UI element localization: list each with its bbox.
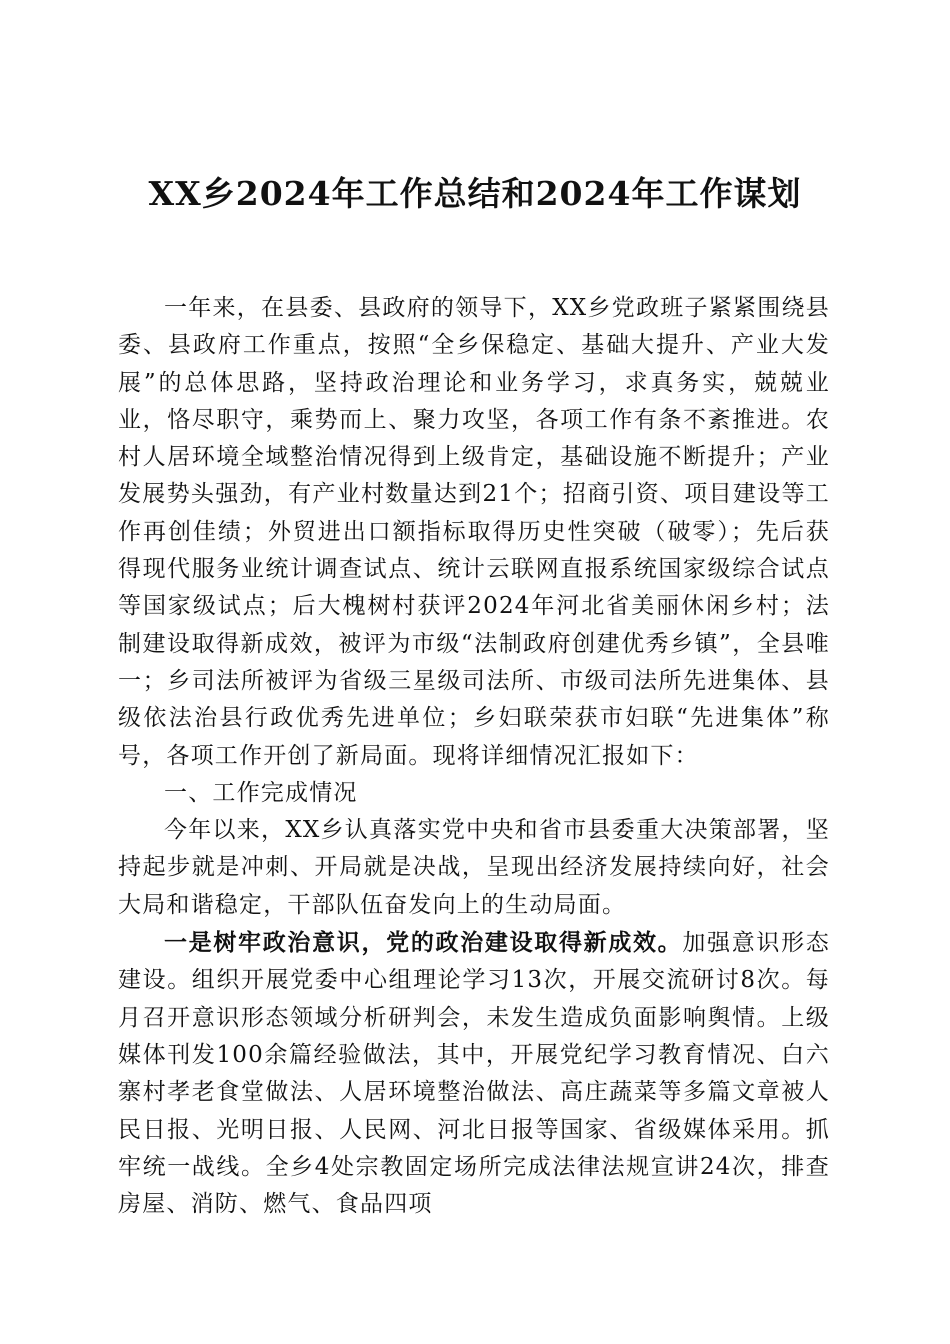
point-one-body: 加强意识形态建设。组织开展党委中心组理论学习13次，开展交流研讨8次。每月召开意识形态领域分析研判会，未发生造成负面影响舆情。上级媒体刊发100余篇经验做法，其中，开展党纪学习教育情况、白六寨村孝老食堂做法、人居环境整治做法、高庄蔬菜等多篇文章被人民日报、光明日报、人民网、河北日报等国家、省级媒体采用。抓牢统一战线。全乡4处宗教固定场所完成法律法规宣讲24次，排查房屋、消防、燃气、食品四项: [118, 930, 830, 1218]
section-heading: 一、工作完成情况: [164, 779, 358, 806]
document-title: XX乡2024年工作总结和2024年工作谋划: [148, 174, 802, 213]
point-one-paragraph: [118, 924, 830, 1223]
point-one-lead: 一是树牢政治意识，党的政治建设取得新成效。: [164, 929, 683, 957]
overview-paragraph: 今年以来，XX乡认真落实党中央和省市县委重大决策部署，坚持起步就是冲刺、开局就是决战，呈现出经济发展持续向好，社会大局和谐稳定，干部队伍奋发向上的生动局面。: [118, 817, 830, 918]
intro-paragraph: 一年来，在县委、县政府的领导下，XX乡党政班子紧紧围绕县委、县政府工作重点，按照“全乡保稳定、基础大提升、产业大发展”的总体思路，坚持政治理论和业务学习，求真务实，兢兢业业，恪尽职守，乘势而上、聚力攻坚，各项工作有条不紊推进。农村人居环境全域整治情况得到上级肯定，基础设施不断提升；产业发展势头强劲，有产业村数量达到21个；招商引资、项目建设等工作再创佳绩；外贸进出口额指标取得历史性突破（破零）；先后获得现代服务业统计调查试点、统计云联网直报系统国家级综合试点等国家级试点；后大槐树村获评2024年河北省美丽休闲乡村；法制建设取得新成效，被评为市级“法制政府创建优秀乡镇”，全县唯一；乡司法所被评为省级三星级司法所、市级司法所先进集体、县级依法治县行政优秀先进单位；乡妇联荣获市妇联“先进集体”称号，各项工作开创了新局面。现将详细情况汇报如下：: [118, 295, 830, 769]
document-body: [118, 290, 830, 1223]
